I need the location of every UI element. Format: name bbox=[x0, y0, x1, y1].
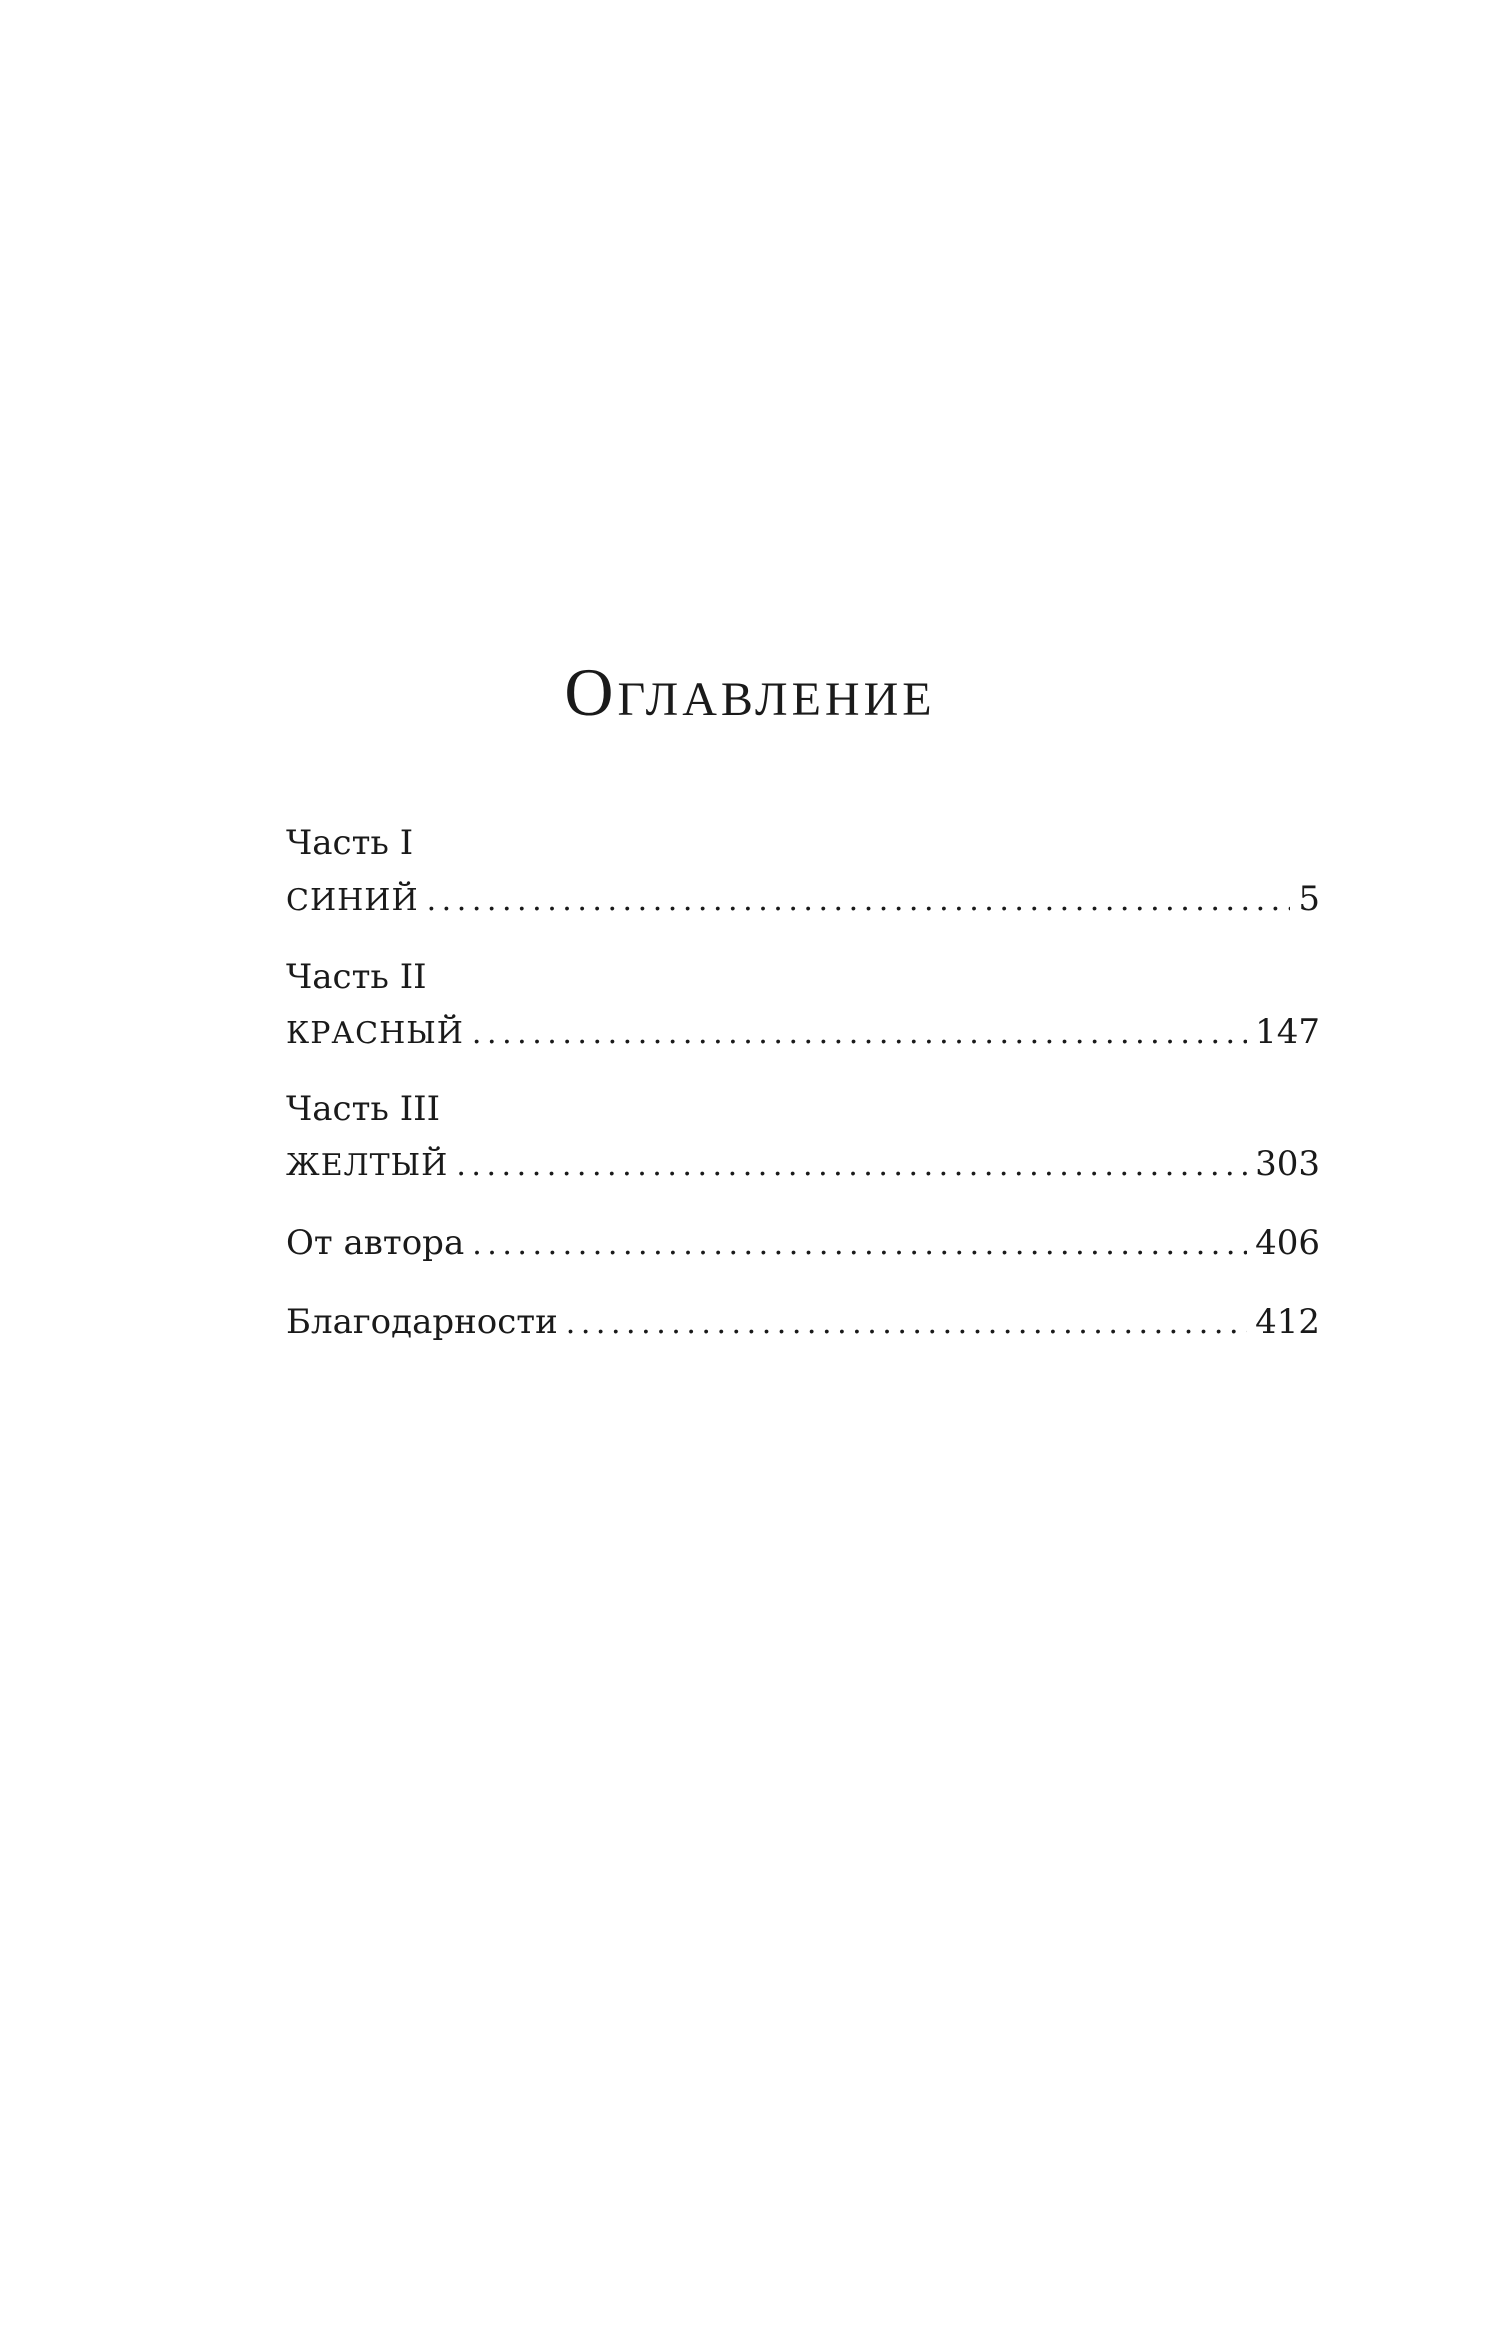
dot-leader bbox=[472, 1019, 1247, 1049]
dot-leader bbox=[472, 1230, 1247, 1260]
part-label[interactable]: Часть II bbox=[286, 957, 427, 997]
toc-entry-author-note[interactable] bbox=[286, 1223, 1320, 1263]
page-number: 5 bbox=[1298, 879, 1320, 919]
section-title: ЖЕЛТЫЙ bbox=[286, 1148, 449, 1183]
toc-entry-part-1[interactable] bbox=[286, 879, 1320, 919]
section-title: СИНИЙ bbox=[286, 883, 419, 918]
dot-leader bbox=[456, 1151, 1247, 1181]
toc-entry-acknowledgements[interactable] bbox=[286, 1302, 1320, 1342]
page-number: 303 bbox=[1255, 1144, 1320, 1184]
toc-entry-part-3[interactable] bbox=[286, 1144, 1320, 1184]
dot-leader bbox=[566, 1309, 1247, 1339]
section-title: КРАСНЫЙ bbox=[286, 1016, 464, 1051]
toc-entry-part-2[interactable] bbox=[286, 1012, 1320, 1052]
part-label[interactable]: Часть III bbox=[286, 1089, 441, 1129]
part-label[interactable]: Часть I bbox=[286, 823, 414, 863]
page-number: 406 bbox=[1255, 1223, 1320, 1263]
section-title: Благодарности bbox=[286, 1302, 558, 1342]
page-number: 412 bbox=[1255, 1302, 1320, 1342]
page-number: 147 bbox=[1255, 1012, 1320, 1052]
section-title: От автора bbox=[286, 1223, 465, 1263]
dot-leader bbox=[427, 886, 1291, 916]
toc-title: Оглавление bbox=[564, 653, 936, 730]
